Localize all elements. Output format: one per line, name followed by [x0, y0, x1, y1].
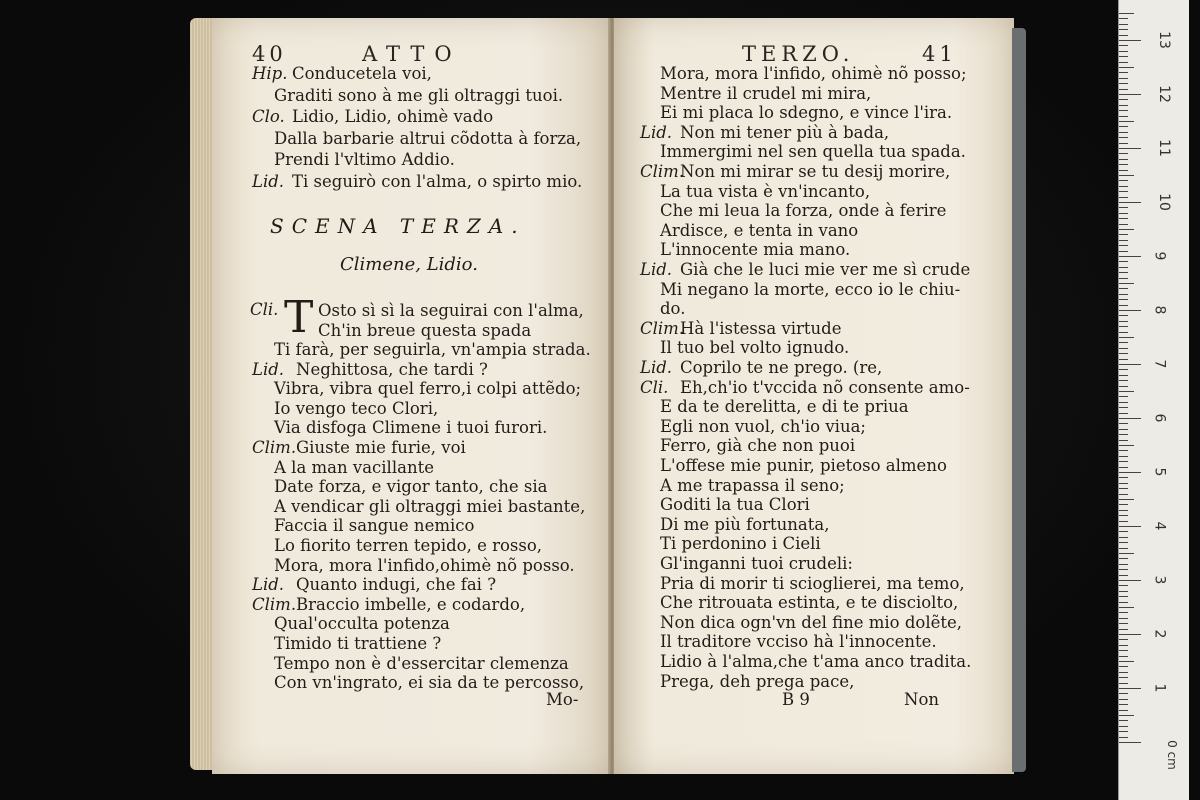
speaker-label: Lid.: [640, 122, 673, 142]
ruler-tick: [1119, 78, 1128, 79]
verse-line: Mi negano la morte, ecco io le chiu-: [660, 279, 961, 299]
ruler-tick: [1119, 423, 1128, 424]
ruler-tick: [1119, 531, 1128, 532]
ruler-tick: [1119, 180, 1128, 181]
ruler-tick: [1119, 558, 1128, 559]
speaker-label: Clim.: [252, 594, 297, 614]
ruler-tick: [1119, 56, 1128, 57]
verse-line: Qual'occulta potenza: [274, 614, 450, 634]
ruler-tick: [1119, 483, 1128, 484]
ruler-tick: [1119, 553, 1134, 554]
verse-line: Eh,ch'io t'vccida nõ consente amo-: [680, 377, 970, 397]
ruler-tick: [1119, 267, 1128, 268]
ruler-tick: [1119, 450, 1128, 451]
verse-line: Timido ti trattiene ?: [274, 634, 442, 653]
right-running-head: TERZO.: [742, 42, 855, 66]
ruler-tick: [1119, 332, 1128, 333]
ruler-tick: [1119, 213, 1128, 214]
ruler-tick: [1119, 116, 1128, 117]
ruler-tick: [1119, 494, 1128, 495]
verse-line: Che ritrouata estinta, e te disciolto,: [660, 593, 959, 613]
verse-line: Giuste mie furie, voi: [296, 438, 466, 457]
signature-mark: B 9: [782, 690, 810, 709]
ruler-number: 2: [1151, 629, 1168, 639]
ruler-tick: [1119, 164, 1128, 165]
ruler-tick: [1119, 337, 1134, 338]
ruler-tick: [1119, 623, 1128, 624]
ruler-tick: [1119, 94, 1141, 95]
ruler-tick: [1119, 359, 1128, 360]
ruler-tick: [1119, 315, 1128, 316]
ruler-tick: [1119, 456, 1128, 457]
ruler-tick: [1119, 170, 1128, 171]
verse-line: Ti farà, per seguirla, vn'ampia strada.: [274, 340, 591, 359]
ruler-tick: [1119, 256, 1141, 257]
ruler-tick: [1119, 413, 1128, 414]
ruler-tick: [1119, 24, 1128, 25]
verse-line: Neghittosa, che tardi ?: [296, 359, 488, 379]
ruler-tick: [1119, 148, 1141, 149]
first-line: Osto sì sì la seguirai con l'alma,: [318, 301, 584, 320]
verse-line: Io vengo teco Clori,: [274, 398, 439, 418]
ruler-tick: [1119, 548, 1128, 549]
ruler-tick: [1119, 375, 1128, 376]
ruler-tick: [1119, 191, 1128, 192]
speaker-label: Clo.: [252, 107, 285, 126]
verse-line: Dalla barbarie altrui cõdotta à forza,: [274, 128, 582, 148]
ruler-tick: [1119, 207, 1128, 208]
open-book: [190, 18, 1030, 778]
ruler-tick: [1119, 720, 1128, 721]
ruler-tick: [1119, 321, 1128, 322]
ruler-tick: [1119, 299, 1128, 300]
ruler-tick: [1119, 688, 1141, 689]
verse-line: Pria di morir ti scioglierei, ma temo,: [660, 573, 965, 593]
verse-line: Ferro, già che non puoi: [660, 436, 856, 456]
verse-line: A la man vacillante: [274, 457, 434, 477]
verse-line: A me trapassa il seno;: [660, 475, 845, 495]
ruler-number: 6: [1151, 413, 1168, 423]
ruler-tick: [1119, 18, 1128, 19]
verse-line: Di me più fortunata,: [660, 514, 830, 534]
ruler-tick: [1119, 126, 1128, 127]
ruler-number: 10: [1155, 193, 1172, 211]
verse-line: L'innocente mia mano.: [660, 240, 851, 260]
page-edges-left: [190, 18, 214, 770]
ruler-tick: [1119, 666, 1128, 667]
right-page: [614, 18, 1014, 774]
ruler-number: 4: [1151, 521, 1168, 531]
ruler-tick: [1119, 45, 1128, 46]
ruler-tick: [1119, 504, 1128, 505]
ruler-tick: [1119, 704, 1128, 705]
ruler-number: 8: [1151, 305, 1168, 315]
verse-line: Il traditore vcciso hà l'innocente.: [660, 632, 937, 652]
ruler-tick: [1119, 342, 1128, 343]
verse-line: Ardisce, e tenta in vano: [660, 220, 859, 240]
ruler-tick: [1119, 731, 1128, 732]
speaker-label: Lid.: [252, 575, 285, 595]
ruler-tick: [1119, 326, 1128, 327]
ruler-tick: [1119, 677, 1128, 678]
verse-line: Mentre il crudel mi mira,: [660, 83, 872, 103]
ruler-tick: [1119, 639, 1128, 640]
ruler-tick: [1119, 407, 1128, 408]
ruler-tick: [1119, 245, 1128, 246]
verse-line: Lo fiorito terren tepido, e rosso,: [274, 536, 543, 555]
ruler-tick: [1119, 461, 1128, 462]
ruler-tick: [1119, 429, 1128, 430]
second-line: Ch'in breue questa spada: [318, 321, 532, 340]
verse-line: Egli non vuol, ch'io viua;: [660, 416, 866, 436]
speaker-label: Lid.: [252, 171, 285, 191]
ruler-tick: [1119, 121, 1134, 122]
ruler-number: 9: [1151, 251, 1168, 261]
left-running-head: ATTO: [362, 42, 462, 66]
ruler-tick: [1119, 742, 1141, 743]
ruler-tick: [1119, 580, 1141, 581]
ruler-tick: [1119, 564, 1128, 565]
ruler-tick: [1119, 521, 1128, 522]
ruler-tick: [1119, 278, 1128, 279]
ruler-tick: [1119, 661, 1134, 662]
verse-line: do.: [660, 299, 686, 319]
ruler-tick: [1119, 612, 1128, 613]
ruler-tick: [1119, 591, 1128, 592]
verse-line: E da te derelitta, e di te priua: [660, 397, 909, 417]
ruler-tick: [1119, 488, 1128, 489]
ruler-tick: [1119, 89, 1128, 90]
ruler-tick: [1119, 596, 1128, 597]
ruler-tick: [1119, 477, 1128, 478]
left-page-number: 40: [252, 42, 287, 66]
ruler-tick: [1119, 607, 1134, 608]
verse-line: Mora, mora l'infido, ohimè nõ posso;: [660, 64, 967, 83]
ruler-tick: [1119, 418, 1141, 419]
ruler-tick: [1119, 234, 1128, 235]
ruler-tick: [1119, 288, 1128, 289]
verse-line: A vendicar gli oltraggi miei bastante,: [274, 496, 586, 516]
ruler-tick: [1119, 402, 1128, 403]
ruler-tick: [1119, 35, 1128, 36]
speaker-label: Lid.: [640, 260, 673, 279]
ruler-tick: [1119, 353, 1128, 354]
ruler-tick: [1119, 467, 1128, 468]
ruler-tick: [1119, 693, 1128, 694]
verse-line: Ei mi placa lo sdegno, e vince l'ira.: [660, 103, 953, 123]
verse-line: Date forza, e vigor tanto, che sia: [274, 477, 548, 497]
ruler-tick: [1119, 202, 1141, 203]
verse-line: Prendi l'vltimo Addio.: [274, 150, 455, 169]
ruler-tick: [1119, 83, 1128, 84]
ruler-tick: [1119, 396, 1128, 397]
verse-line: Mora, mora l'infido,ohimè nõ posso.: [274, 555, 575, 575]
ruler-tick: [1119, 602, 1128, 603]
verse-line: Lidio à l'alma,che t'ama anco tradita.: [660, 652, 972, 671]
ruler-tick: [1119, 726, 1128, 727]
ruler-tick: [1119, 159, 1128, 160]
verse-line: L'offese mie punir, pietoso almeno: [660, 456, 947, 475]
ruler-tick: [1119, 72, 1128, 73]
ruler-tick: [1119, 110, 1128, 111]
verse-line: Immergimi nel sen quella tua spada.: [660, 142, 966, 162]
ruler-tick: [1119, 40, 1141, 41]
ruler-tick: [1119, 440, 1128, 441]
verse-line: Goditi la tua Clori: [660, 495, 810, 515]
ruler-tick: [1119, 251, 1128, 252]
verse-line: Coprilo te ne prego. (re,: [680, 358, 883, 377]
ruler-tick: [1119, 294, 1128, 295]
verse-line: Non mi mirar se tu desij morire,: [680, 162, 951, 181]
ruler-tick: [1119, 137, 1128, 138]
speaker-label: Clim.: [640, 318, 685, 338]
verse-line: Faccia il sangue nemico: [274, 516, 475, 536]
verse-line: Graditi sono à me gli oltraggi tuoi.: [274, 85, 564, 105]
scene-characters: Climene, Lidio.: [340, 254, 478, 275]
ruler-number: 7: [1151, 359, 1168, 369]
scene-title: SCENA TERZA.: [270, 214, 526, 238]
ruler-number: 13: [1155, 31, 1172, 49]
ruler-tick: [1119, 585, 1128, 586]
ruler-tick: [1119, 650, 1128, 651]
speaker-label: Lid.: [252, 359, 285, 379]
ruler-tick: [1119, 575, 1128, 576]
verse-line: Non dica ogn'vn del fine mio dolẽte,: [660, 612, 963, 632]
verse-line: Via disfoga Climene i tuoi furori.: [274, 418, 548, 438]
ruler-tick: [1119, 348, 1128, 349]
speaker-label: Clim.: [252, 438, 297, 457]
ruler-tick: [1119, 224, 1128, 225]
verse-line: Braccio imbelle, e codardo,: [296, 594, 526, 614]
ruler-tick: [1119, 153, 1128, 154]
ruler-tick: [1119, 272, 1128, 273]
ruler-tick: [1119, 380, 1128, 381]
right-page-number: 41: [922, 42, 957, 66]
ruler-tick: [1119, 229, 1134, 230]
ruler-tick: [1119, 645, 1128, 646]
ruler-tick: [1119, 197, 1128, 198]
ruler-tick: [1119, 391, 1134, 392]
ruler-tick: [1119, 175, 1134, 176]
verse-line: Ti perdonino i Cieli: [660, 534, 821, 554]
verse-line: Non mi tener più à bada,: [680, 122, 890, 142]
speaker-label: Clim.: [640, 162, 685, 181]
ruler-tick: [1119, 13, 1134, 14]
left-page: [212, 18, 610, 774]
ruler-tick: [1119, 515, 1128, 516]
verse-line: Che mi leua la forza, onde à ferire: [660, 201, 947, 221]
verse-line: Vibra, vibra quel ferro,i colpi attẽdo;: [274, 379, 582, 399]
ruler-tick: [1119, 618, 1128, 619]
ruler-tick: [1119, 305, 1128, 306]
ruler-tick: [1119, 737, 1128, 738]
ruler-tick: [1119, 656, 1128, 657]
ruler-tick: [1119, 310, 1141, 311]
ruler-tick: [1119, 51, 1128, 52]
ruler-tick: [1119, 434, 1128, 435]
ruler-number: 5: [1151, 467, 1168, 477]
verse-line: La tua vista è vn'incanto,: [660, 181, 871, 201]
ruler-tick: [1119, 369, 1128, 370]
ruler-tick: [1119, 683, 1128, 684]
right-catchword: Non: [904, 690, 939, 709]
verse-line: Con vn'ingrato, ei sia da te percosso,: [274, 673, 585, 693]
verse-line: Quanto indugi, che fai ?: [296, 575, 497, 595]
ruler-tick: [1119, 710, 1128, 711]
ruler-number: 11: [1155, 139, 1172, 157]
verse-line: Prega, deh prega pace,: [660, 671, 855, 691]
measuring-ruler: [1118, 0, 1189, 800]
ruler-tick: [1119, 472, 1141, 473]
ruler-tick: [1119, 143, 1128, 144]
verse-line: Ti seguirò con l'alma, o spirto mio.: [292, 171, 583, 191]
verse-line: Tempo non è d'essercitar clemenza: [274, 653, 569, 673]
ruler-unit: 0 cm: [1164, 740, 1179, 770]
ruler-tick: [1119, 672, 1128, 673]
ruler-tick: [1119, 634, 1141, 635]
ruler-tick: [1119, 386, 1128, 387]
ruler-tick: [1119, 105, 1128, 106]
verse-line: Conducetela voi,: [292, 64, 432, 83]
ruler-tick: [1119, 240, 1128, 241]
speaker-label: Hip.: [252, 64, 288, 83]
ruler-tick: [1119, 29, 1128, 30]
ruler-tick: [1119, 569, 1128, 570]
ruler-tick: [1119, 283, 1134, 284]
ruler-tick: [1119, 67, 1134, 68]
ruler-tick: [1119, 699, 1128, 700]
ruler-tick: [1119, 629, 1128, 630]
ruler-tick: [1119, 715, 1134, 716]
verse-line: Già che le luci mie ver me sì crude: [680, 260, 971, 279]
verse-line: Lidio, Lidio, ohimè vado: [292, 107, 494, 126]
ruler-tick: [1119, 261, 1128, 262]
ruler-number: 3: [1151, 575, 1168, 585]
speaker-label: Lid.: [640, 358, 673, 377]
ruler-tick: [1119, 186, 1128, 187]
first-speaker: Cli.: [250, 300, 279, 319]
verse-line: Gl'inganni tuoi crudeli:: [660, 554, 853, 573]
verse-line: Hà l'istessa virtude: [680, 318, 842, 338]
ruler-tick: [1119, 537, 1128, 538]
ruler-number: 12: [1155, 85, 1172, 103]
verse-line: Il tuo bel volto ignudo.: [660, 338, 850, 358]
ruler-tick: [1119, 542, 1128, 543]
left-catchword: Mo-: [546, 690, 579, 709]
ruler-tick: [1119, 132, 1128, 133]
ruler-tick: [1119, 499, 1134, 500]
page-edges-right: [1012, 28, 1026, 772]
ruler-tick: [1119, 218, 1128, 219]
ruler-tick: [1119, 510, 1128, 511]
drop-cap: T: [284, 292, 314, 343]
ruler-tick: [1119, 62, 1128, 63]
ruler-tick: [1119, 526, 1141, 527]
ruler-tick: [1119, 445, 1134, 446]
ruler-tick: [1119, 99, 1128, 100]
ruler-tick: [1119, 364, 1141, 365]
ruler-number: 1: [1151, 683, 1168, 693]
speaker-label: Cli.: [640, 377, 669, 397]
